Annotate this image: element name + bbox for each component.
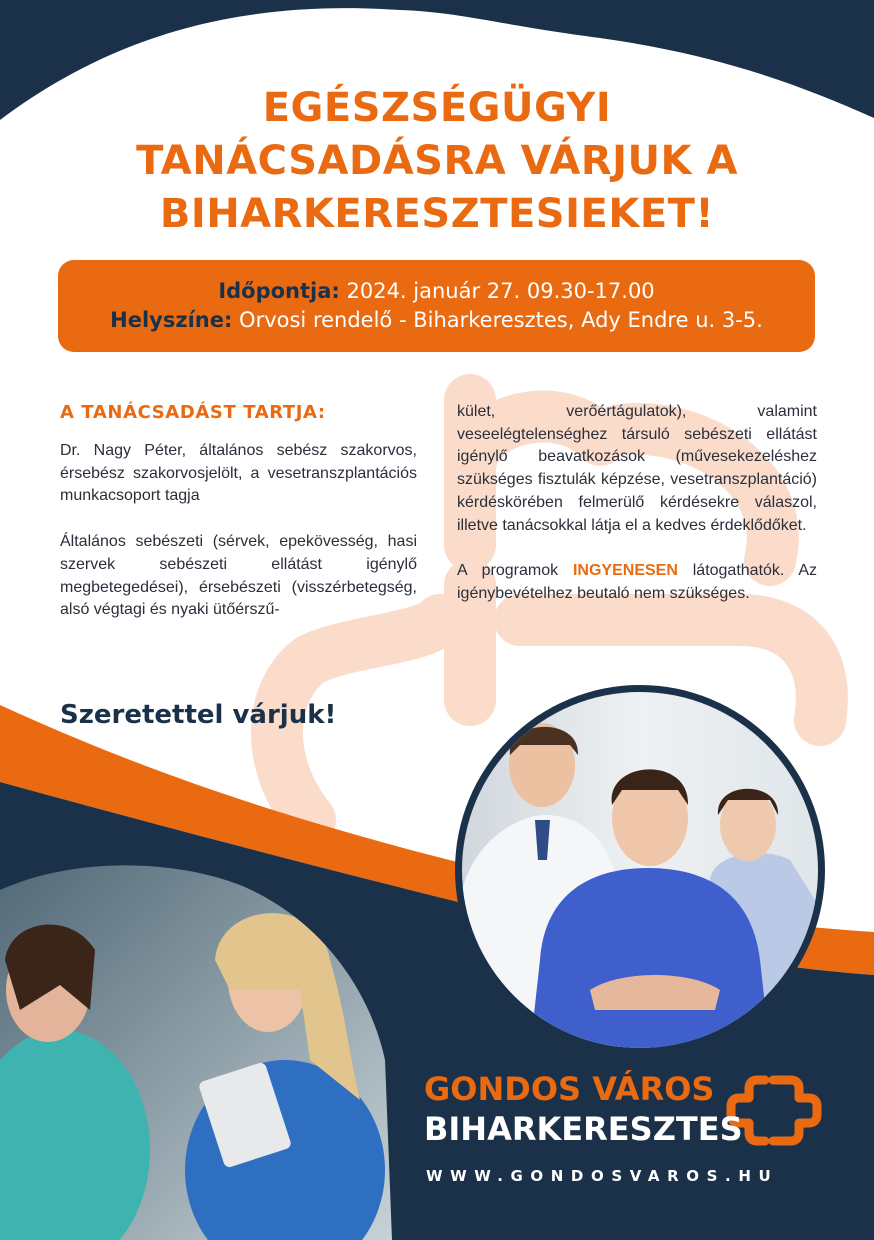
free-text-after: látogathatók. Az igénybevételhez beutaló nem szükséges. xyxy=(457,562,817,602)
brand-name-line-2: BIHARKERESZTES xyxy=(424,1110,743,1148)
right-paragraph-1: kület, verőértágulatok), valamint veseelégtelenséghez társuló sebészeti ellátást igénylő beavatkozások (művesekezeléshez szükséges fisztulák képzése, vesetranszplantáció) kérdéskörében felmerülő kérdésekre válaszol, illetve tanácsokkal látja el a kedves érdeklődőket. xyxy=(457,403,817,534)
right-paragraph-2 xyxy=(457,560,817,605)
right-column xyxy=(457,401,817,606)
place-label: Helyszíne: xyxy=(110,308,233,332)
free-highlight: INGYENESEN xyxy=(572,562,678,580)
brand-name-line-1: GONDOS VÁROS xyxy=(424,1070,715,1108)
free-text-before: A programok xyxy=(457,562,573,580)
website-url[interactable]: WWW.GONDOSVAROS.HU xyxy=(426,1167,779,1185)
place-value: Orvosi rendelő - Biharkeresztes, Ady Endre u. 3-5. xyxy=(232,308,763,332)
headline-line-1: EGÉSZSÉGÜGYI xyxy=(262,85,612,131)
left-paragraph-2: Általános sebészeti (sérvek, epekövesség, hasi szervek sebészeti ellátást igénylő megbetegedései), érsebészeti (visszérbetegség, alsó végtagi és nyaki ütőérszű- xyxy=(60,533,417,619)
date-line xyxy=(58,277,815,306)
welcome-text: Szeretettel várjuk! xyxy=(60,700,337,730)
date-value: 2024. január 27. 09.30-17.00 xyxy=(339,279,655,303)
headline-line-2: TANÁCSADÁSRA VÁRJUK A xyxy=(136,138,738,184)
date-label: Időpontja: xyxy=(218,279,340,303)
section-title: A TANÁCSADÁST TARTJA: xyxy=(60,402,326,423)
left-column xyxy=(60,440,417,622)
info-box xyxy=(58,260,815,352)
place-line xyxy=(58,306,815,335)
headline-line-3: BIHARKERESZTESIEKET! xyxy=(159,191,715,237)
left-paragraph-1: Dr. Nagy Péter, általános sebész szakorvos, érsebész szakorvosjelölt, a vesetranszplantációs munkacsoport tagja xyxy=(60,442,417,505)
headline xyxy=(40,82,834,241)
